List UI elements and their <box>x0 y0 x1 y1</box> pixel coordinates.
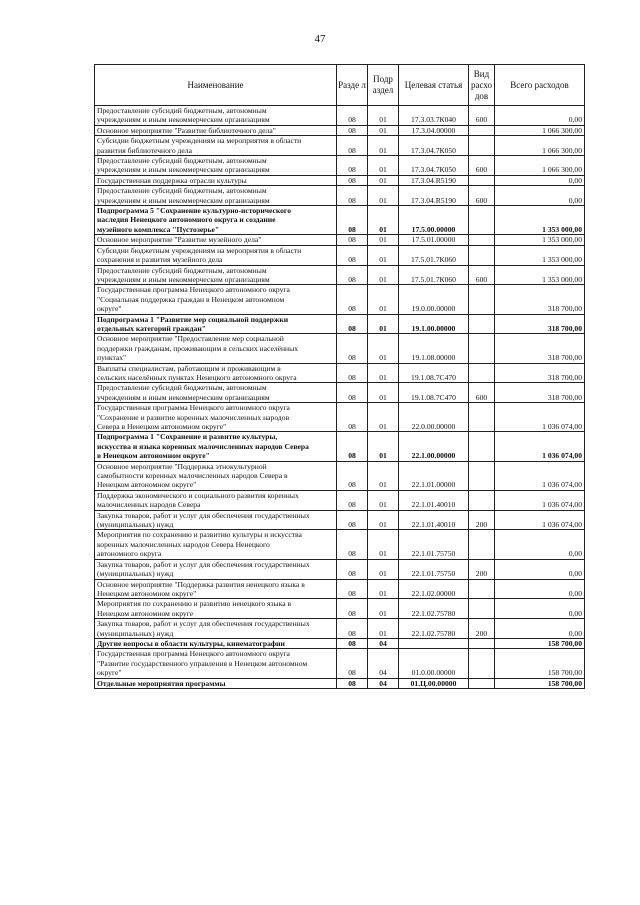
row-razdel: 08 <box>337 383 368 403</box>
row-expense-type <box>469 579 495 599</box>
row-target-article: 17.3.04.00000 <box>399 125 469 135</box>
row-name-line: Закупка товаров, работ и услуг для обеспечения государственных <box>97 619 310 629</box>
row-razdel: 08 <box>337 363 368 383</box>
row-podrazdel: 01 <box>368 265 399 285</box>
row-name-line: учреждениям и иным некоммерческим организациям <box>97 274 270 284</box>
row-expense-type <box>469 432 495 461</box>
table-body <box>95 106 585 689</box>
row-podrazdel: 01 <box>368 383 399 403</box>
row-target-article: 17.3.03.7К040 <box>399 106 469 126</box>
table-row <box>95 285 585 314</box>
row-total: 1 036 074,00 <box>495 490 585 510</box>
row-podrazdel: 01 <box>368 235 399 245</box>
row-total: 0,00 <box>495 106 585 126</box>
row-name-line: (муниципальных) нужд <box>97 628 174 638</box>
row-target-article: 17.3.04.7К050 <box>399 156 469 176</box>
row-name-line: "Социальная поддержка граждан в Ненецком автономном <box>97 294 285 304</box>
header-expense-type: Вид расхо дов <box>469 65 495 106</box>
row-name <box>95 235 337 245</box>
row-name-line: сохранения и развития музейного дела <box>97 255 223 265</box>
row-name-line: Другие вопросы в области культуры, кинематографии <box>97 638 285 648</box>
table-row <box>95 125 585 135</box>
row-razdel: 08 <box>337 245 368 265</box>
row-name-line: Государственная программа Ненецкого автономного округа <box>97 403 290 413</box>
row-podrazdel: 01 <box>368 403 399 432</box>
table-row <box>95 136 585 156</box>
row-target-article <box>399 638 469 648</box>
row-name <box>95 403 337 432</box>
row-name-line: Предоставление субсидий бюджетным, автономным <box>97 106 267 115</box>
row-target-article: 01.Ц.00.00000 <box>399 678 469 688</box>
table-row <box>95 530 585 559</box>
row-name-line: Севера в Ненецком автономном округе" <box>97 422 227 431</box>
row-name <box>95 125 337 135</box>
row-name-line: в Ненецком автономном округе" <box>97 451 210 461</box>
row-razdel: 08 <box>337 314 368 334</box>
row-target-article: 22.1.02.00000 <box>399 579 469 599</box>
row-total: 1 036 074,00 <box>495 510 585 530</box>
table-row <box>95 678 585 688</box>
row-total: 158 700,00 <box>495 678 585 688</box>
row-total: 1 036 074,00 <box>495 461 585 490</box>
row-expense-type <box>469 599 495 619</box>
row-expense-type <box>469 175 495 185</box>
row-total: 318 700,00 <box>495 334 585 363</box>
row-razdel: 08 <box>337 490 368 510</box>
row-total: 318 700,00 <box>495 285 585 314</box>
row-expense-type <box>469 245 495 265</box>
row-razdel: 08 <box>337 530 368 559</box>
row-name-line: Ненецком автономном округе" <box>97 480 197 490</box>
row-razdel: 08 <box>337 175 368 185</box>
row-razdel: 08 <box>337 106 368 126</box>
row-expense-type <box>469 638 495 648</box>
row-podrazdel: 01 <box>368 285 399 314</box>
row-name <box>95 490 337 510</box>
row-target-article: 22.1.01.75750 <box>399 559 469 579</box>
row-razdel: 08 <box>337 156 368 176</box>
row-target-article: 19.1.08.00000 <box>399 334 469 363</box>
row-name-line: Мероприятия по сохранению и развитию ненецкого языка в <box>97 599 292 609</box>
row-name-line: наследия Ненецкого автономного округа и создание <box>97 215 276 225</box>
row-name-line: "Сохранение и развитие коренных малочисленных народов <box>97 412 290 422</box>
table-row <box>95 334 585 363</box>
row-name-line: Предоставление субсидий бюджетным, автономным <box>97 265 267 275</box>
row-name-line: Подпрограмма 5 "Сохранение культурно-исторического <box>97 206 291 216</box>
row-name-line: "Развитие государственного управления в Ненецком автономном <box>97 658 308 668</box>
row-name-line: Субсидии бюджетным учреждениям на мероприятия в области <box>97 245 302 255</box>
row-target-article: 19.1.08.7С470 <box>399 383 469 403</box>
row-name-line: Закупка товаров, работ и услуг для обеспечения государственных <box>97 510 310 520</box>
row-podrazdel: 01 <box>368 510 399 530</box>
row-target-article: 17.3.04.7К050 <box>399 136 469 156</box>
row-expense-type <box>469 363 495 383</box>
table-row <box>95 599 585 619</box>
row-name-line: Основное мероприятие "Развитие музейного дела" <box>97 235 262 245</box>
row-target-article: 22.1.01.40010 <box>399 510 469 530</box>
row-podrazdel: 01 <box>368 432 399 461</box>
row-podrazdel: 01 <box>368 363 399 383</box>
table-row <box>95 383 585 403</box>
row-expense-type: 200 <box>469 559 495 579</box>
row-total: 318 700,00 <box>495 383 585 403</box>
row-target-article: 22.1.01.75750 <box>399 530 469 559</box>
row-total: 318 700,00 <box>495 314 585 334</box>
table-row <box>95 156 585 176</box>
row-name <box>95 579 337 599</box>
row-name <box>95 175 337 185</box>
row-name <box>95 559 337 579</box>
row-podrazdel: 04 <box>368 649 399 678</box>
header-name: Наименование <box>95 65 337 106</box>
row-name-line: Государственная программа Ненецкого автономного округа <box>97 649 290 659</box>
row-name-line: Отдельные мероприятия программы <box>97 678 226 688</box>
row-total: 1 353 000,00 <box>495 235 585 245</box>
row-razdel: 08 <box>337 432 368 461</box>
row-name-line: поддержки гражданам, проживающим в сельских населённых <box>97 343 299 353</box>
row-name-line: Субсидии бюджетным учреждениям на мероприятия в области <box>97 136 302 146</box>
table-row <box>95 245 585 265</box>
row-name-line: округе" <box>97 304 122 314</box>
header-podrazdel: Подр аздел <box>368 65 399 106</box>
row-total: 318 700,00 <box>495 363 585 383</box>
row-total: 1 066 300,00 <box>495 125 585 135</box>
row-razdel: 08 <box>337 136 368 156</box>
table-row <box>95 638 585 648</box>
row-name <box>95 245 337 265</box>
row-name <box>95 314 337 334</box>
row-expense-type <box>469 530 495 559</box>
table-row <box>95 206 585 235</box>
row-podrazdel: 04 <box>368 678 399 688</box>
row-total: 1 036 074,00 <box>495 403 585 432</box>
page-number: 47 <box>314 33 326 45</box>
row-podrazdel: 01 <box>368 490 399 510</box>
table-row <box>95 363 585 383</box>
row-expense-type: 600 <box>469 156 495 176</box>
row-target-article: 22.0.00.00000 <box>399 403 469 432</box>
row-total: 0,00 <box>495 619 585 639</box>
row-target-article: 19.1.00.00000 <box>399 314 469 334</box>
row-expense-type: 600 <box>469 186 495 206</box>
row-expense-type <box>469 490 495 510</box>
table-row <box>95 510 585 530</box>
table-row <box>95 106 585 126</box>
row-name <box>95 156 337 176</box>
table-row <box>95 265 585 285</box>
row-name-line: Основное мероприятие "Предоставление мер социальной <box>97 334 284 344</box>
table-row <box>95 461 585 490</box>
row-expense-type <box>469 334 495 363</box>
row-expense-type <box>469 206 495 235</box>
row-name-line: учреждениям и иным некоммерческим организациям <box>97 165 270 175</box>
row-razdel: 08 <box>337 461 368 490</box>
row-total: 158 700,00 <box>495 638 585 648</box>
row-name-line: коренных малочисленных народов Севера Ненецкого <box>97 539 270 549</box>
row-total: 0,00 <box>495 579 585 599</box>
table-row <box>95 579 585 599</box>
row-target-article: 22.1.00.00000 <box>399 432 469 461</box>
row-name-line: малочисленных народов Севера <box>97 500 201 510</box>
row-podrazdel: 04 <box>368 638 399 648</box>
row-total: 1 353 000,00 <box>495 265 585 285</box>
row-razdel: 08 <box>337 125 368 135</box>
row-podrazdel: 01 <box>368 175 399 185</box>
row-expense-type <box>469 136 495 156</box>
row-podrazdel: 01 <box>368 245 399 265</box>
row-name-line: округе" <box>97 668 122 678</box>
row-target-article: 19.0.00.00000 <box>399 285 469 314</box>
row-podrazdel: 01 <box>368 530 399 559</box>
row-name <box>95 619 337 639</box>
row-razdel: 08 <box>337 186 368 206</box>
row-expense-type <box>469 678 495 688</box>
row-podrazdel: 01 <box>368 334 399 363</box>
row-razdel: 08 <box>337 265 368 285</box>
row-razdel: 08 <box>337 235 368 245</box>
row-name <box>95 510 337 530</box>
row-name <box>95 432 337 461</box>
row-name-line: Выплаты специалистам, работающим и проживающим в <box>97 363 281 373</box>
row-razdel: 08 <box>337 285 368 314</box>
row-name-line: самобытности коренных малочисленных народов Севера в <box>97 471 288 481</box>
row-target-article: 22.1.02.75780 <box>399 619 469 639</box>
row-name-line: Ненецком автономном округе <box>97 608 194 618</box>
row-name-line: сельских населённых пунктах Ненецкого автономного округа <box>97 372 297 382</box>
row-name-line: Закупка товаров, работ и услуг для обеспечения государственных <box>97 559 310 569</box>
table-row <box>95 175 585 185</box>
row-name-line: Основное мероприятие "Поддержка этнокультурной <box>97 461 267 471</box>
row-name <box>95 265 337 285</box>
row-total: 0,00 <box>495 186 585 206</box>
row-name-line: Подпрограмма 1 "Сохранение и развитие культуры, <box>97 432 278 442</box>
table-row <box>95 490 585 510</box>
header-total-expenses: Всего расходов <box>495 65 585 106</box>
row-name-line: развития библиотечного дела <box>97 145 192 155</box>
row-total: 1 036 074,00 <box>495 432 585 461</box>
row-target-article: 22.1.01.40010 <box>399 490 469 510</box>
table-row <box>95 619 585 639</box>
row-target-article: 17.3.04.R5190 <box>399 186 469 206</box>
row-name <box>95 530 337 559</box>
row-name-line: (муниципальных) нужд <box>97 520 174 530</box>
row-razdel: 08 <box>337 206 368 235</box>
row-name-line: Основное мероприятие "Поддержка развития ненецкого языка в <box>97 579 305 589</box>
row-expense-type: 200 <box>469 619 495 639</box>
row-name-line: музейного комплекса "Пустозерье" <box>97 224 220 234</box>
row-name <box>95 678 337 688</box>
row-name-line: учреждениям и иным некоммерческим организациям <box>97 392 270 402</box>
row-podrazdel: 01 <box>368 186 399 206</box>
row-podrazdel: 01 <box>368 461 399 490</box>
row-podrazdel: 01 <box>368 206 399 235</box>
row-name <box>95 363 337 383</box>
row-name-line: пунктах" <box>97 353 127 363</box>
row-name-line: учреждениям и иным некоммерческим организациям <box>97 195 270 205</box>
row-expense-type <box>469 235 495 245</box>
row-razdel: 08 <box>337 559 368 579</box>
row-target-article: 17.3.04.R5190 <box>399 175 469 185</box>
table-row <box>95 649 585 678</box>
row-razdel: 08 <box>337 678 368 688</box>
row-name-line: (муниципальных) нужд <box>97 569 174 579</box>
row-total: 1 353 000,00 <box>495 206 585 235</box>
row-expense-type <box>469 314 495 334</box>
row-total: 0,00 <box>495 530 585 559</box>
row-podrazdel: 01 <box>368 599 399 619</box>
expenditure-table <box>94 64 585 689</box>
row-total: 158 700,00 <box>495 649 585 678</box>
row-name-line: Предоставление субсидий бюджетным, автономным <box>97 383 267 393</box>
row-razdel: 08 <box>337 579 368 599</box>
row-name <box>95 206 337 235</box>
table-row <box>95 432 585 461</box>
row-name <box>95 638 337 648</box>
row-podrazdel: 01 <box>368 559 399 579</box>
row-podrazdel: 01 <box>368 314 399 334</box>
row-total: 0,00 <box>495 559 585 579</box>
row-name-line: Предоставление субсидий бюджетным, автономным <box>97 156 267 166</box>
row-target-article: 17.5.01.7К060 <box>399 245 469 265</box>
row-razdel: 08 <box>337 599 368 619</box>
row-name-line: автономного округа <box>97 549 162 559</box>
row-podrazdel: 01 <box>368 579 399 599</box>
row-podrazdel: 01 <box>368 136 399 156</box>
row-expense-type <box>469 285 495 314</box>
row-razdel: 08 <box>337 510 368 530</box>
row-name-line: Государственная программа Ненецкого автономного округа <box>97 285 290 295</box>
row-target-article: 01.0.00.00000 <box>399 649 469 678</box>
row-total: 1 066 300,00 <box>495 156 585 176</box>
row-expense-type: 600 <box>469 265 495 285</box>
row-expense-type <box>469 649 495 678</box>
row-name <box>95 383 337 403</box>
row-target-article: 19.1.08.7С470 <box>399 363 469 383</box>
row-podrazdel: 01 <box>368 619 399 639</box>
row-name-line: искусства и языка коренных малочисленных народов Севера <box>97 441 309 451</box>
row-total: 1 353 000,00 <box>495 245 585 265</box>
table-header-row <box>95 65 585 106</box>
table-row <box>95 235 585 245</box>
table-row <box>95 403 585 432</box>
row-total: 0,00 <box>495 599 585 619</box>
row-name <box>95 136 337 156</box>
row-name-line: Государственная поддержка отрасли культуры <box>97 175 247 185</box>
header-target-article: Целевая статья <box>399 65 469 106</box>
row-name <box>95 106 337 126</box>
header-razdel: Разде л <box>337 65 368 106</box>
row-total: 0,00 <box>495 175 585 185</box>
row-name-line: отдельных категорий граждан" <box>97 323 206 333</box>
row-razdel: 08 <box>337 334 368 363</box>
row-name-line: Поддержка экономического и социального развития коренных <box>97 490 299 500</box>
row-name-line: Подпрограмма 1 "Развитие мер социальной поддержки <box>97 314 289 324</box>
row-name <box>95 285 337 314</box>
row-expense-type: 600 <box>469 106 495 126</box>
row-podrazdel: 01 <box>368 156 399 176</box>
row-expense-type <box>469 125 495 135</box>
row-name-line: Основное мероприятие "Развитие библиотечного дела" <box>97 125 276 135</box>
row-target-article: 17.5.00.00000 <box>399 206 469 235</box>
table-row <box>95 314 585 334</box>
row-razdel: 08 <box>337 619 368 639</box>
row-name <box>95 649 337 678</box>
row-total: 1 066 300,00 <box>495 136 585 156</box>
row-razdel: 08 <box>337 649 368 678</box>
row-expense-type: 600 <box>469 383 495 403</box>
row-target-article: 22.1.01.00000 <box>399 461 469 490</box>
row-expense-type: 200 <box>469 510 495 530</box>
row-expense-type <box>469 403 495 432</box>
row-name-line: Предоставление субсидий бюджетным, автономным <box>97 186 267 196</box>
row-razdel: 08 <box>337 638 368 648</box>
row-name-line: Мероприятия по сохранению и развитию культуры и искусства <box>97 530 302 540</box>
row-target-article: 17.5.01.00000 <box>399 235 469 245</box>
row-name <box>95 186 337 206</box>
row-name-line: Ненецком автономном округе" <box>97 588 197 598</box>
row-name <box>95 334 337 363</box>
row-name-line: учреждениям и иным некоммерческим организациям <box>97 115 270 125</box>
row-name <box>95 461 337 490</box>
row-podrazdel: 01 <box>368 106 399 126</box>
table-row <box>95 186 585 206</box>
row-target-article: 22.1.02.75780 <box>399 599 469 619</box>
row-expense-type <box>469 461 495 490</box>
table-row <box>95 559 585 579</box>
row-razdel: 08 <box>337 403 368 432</box>
row-target-article: 17.5.01.7К060 <box>399 265 469 285</box>
row-name <box>95 599 337 619</box>
row-podrazdel: 01 <box>368 125 399 135</box>
